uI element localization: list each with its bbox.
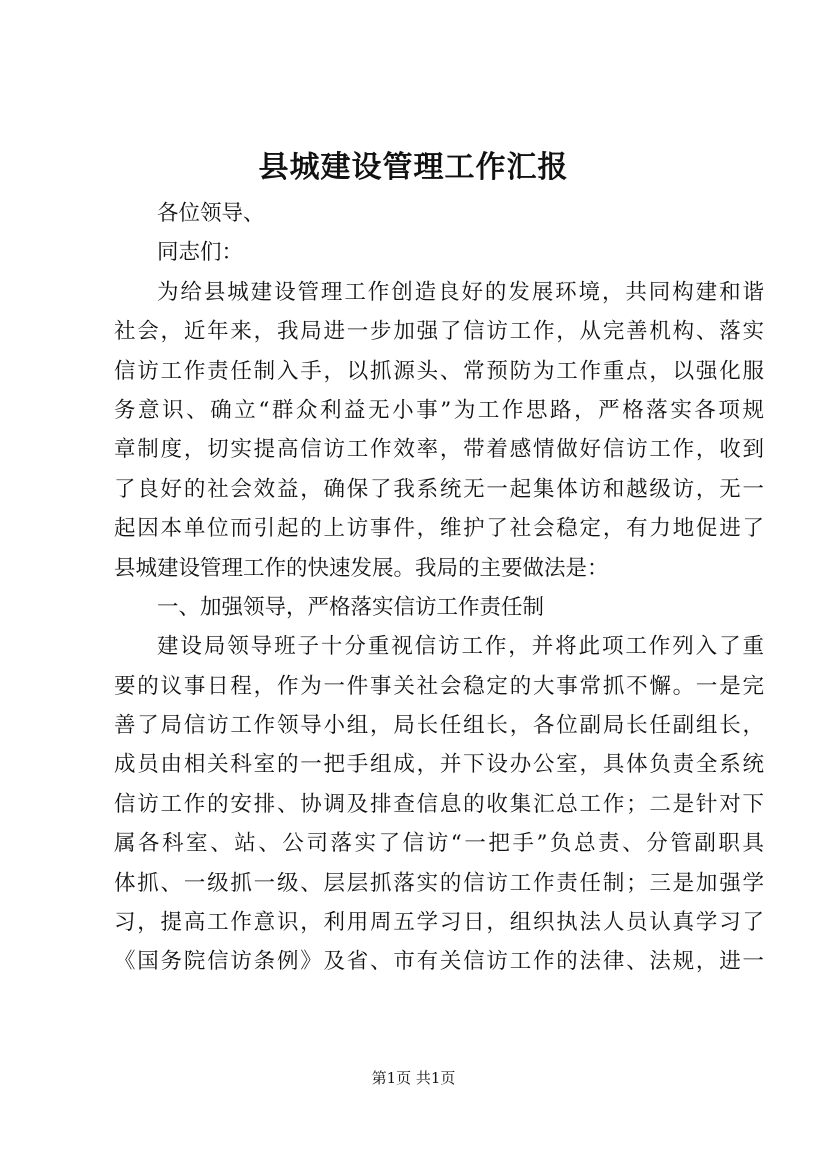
body-line: 属各科室、站、公司落实了信访“一把手”负总责、分管副职具 bbox=[114, 831, 764, 857]
body-line: 信访工作的安排、协调及排查信息的收集汇总工作；二是针对下 bbox=[114, 791, 764, 817]
body-line: 善了局信访工作领导小组，局长任组长，各位副局长任副组长， bbox=[114, 713, 764, 739]
body-line: 《国务院信访条例》及省、市有关信访工作的法律、法规，进一 bbox=[114, 949, 764, 975]
body-line: 同志们： bbox=[157, 240, 244, 266]
body-line: 体抓、一级抓一级、层层抓落实的信访工作责任制；三是加强学 bbox=[114, 870, 764, 896]
body-line: 社会，近年来，我局进一步加强了信访工作，从完善机构、落实 bbox=[114, 319, 764, 345]
body-line: 信访工作责任制入手，以抓源头、常预防为工作重点，以强化服 bbox=[114, 358, 764, 384]
document-body bbox=[114, 194, 764, 982]
body-line: 县城建设管理工作的快速发展。我局的主要做法是： bbox=[114, 555, 609, 581]
body-line: 习，提高工作意识，利用周五学习日，组织执法人员认真学习了 bbox=[114, 910, 764, 936]
body-line: 务意识、确立“群众利益无小事”为工作思路，严格落实各项规 bbox=[114, 397, 764, 423]
body-line: 一、加强领导，严格落实信访工作责任制 bbox=[157, 594, 545, 620]
body-line: 建设局领导班子十分重视信访工作，并将此项工作列入了重 bbox=[157, 634, 764, 660]
document-title: 县城建设管理工作汇报 bbox=[258, 150, 569, 185]
body-line: 章制度，切实提高信访工作效率，带着感情做好信访工作，收到 bbox=[114, 437, 764, 463]
body-line: 各位领导、 bbox=[157, 201, 265, 226]
body-line: 起因本单位而引起的上访事件，维护了社会稳定，有力地促进了 bbox=[114, 516, 764, 542]
body-line: 要的议事日程，作为一件事关社会稳定的大事常抓不懈。一是完 bbox=[114, 673, 764, 699]
body-line: 为给县城建设管理工作创造良好的发展环境，共同构建和谐 bbox=[157, 279, 764, 305]
page-footer: 第1页 共1页 bbox=[371, 1069, 456, 1087]
body-line: 了良好的社会效益，确保了我系统无一起集体访和越级访，无一 bbox=[114, 476, 764, 502]
body-line: 成员由相关科室的一把手组成，并下设办公室，具体负责全系统 bbox=[114, 752, 764, 778]
